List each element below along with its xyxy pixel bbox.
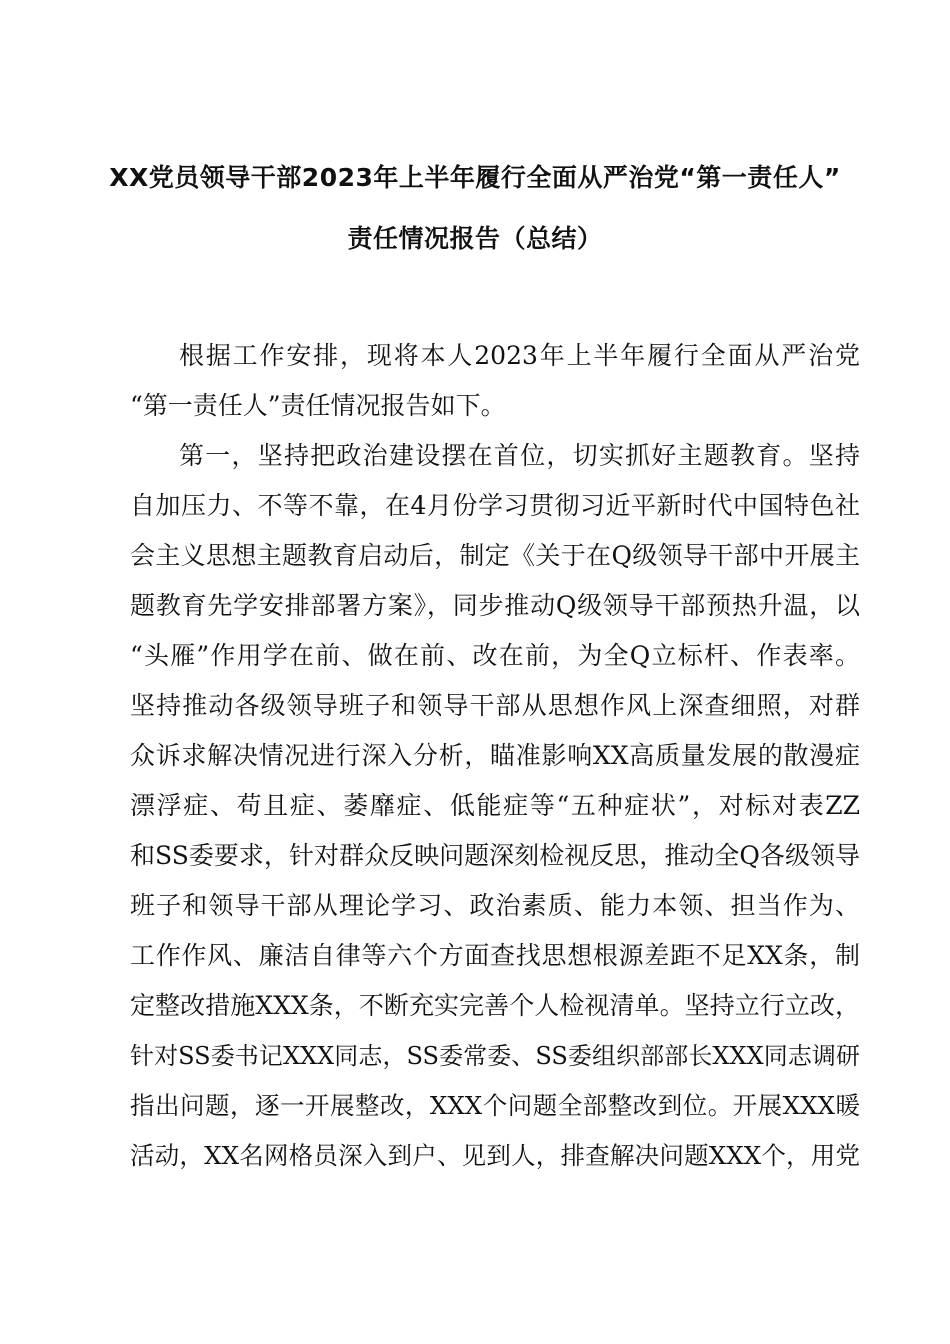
paragraph-2-line: 坚持推动各级领导班子和领导干部从思想作风上深查细照，对群 <box>130 691 860 720</box>
paragraph-2-line: 指出问题，逐一开展整改，XXX个问题全部整改到位。开展XXX暖 <box>130 1091 860 1120</box>
paragraph-2-line: 题教育先学安排部署方案》，同步推动Q级领导干部预热升温，以 <box>130 591 860 620</box>
paragraph-2-line: “头雁”作用学在前、做在前、改在前，为全Q立标杆、作表率。 <box>130 641 860 670</box>
paragraph-2-line: 定整改措施XXX条，不断充实完善个人检视清单。坚持立行立改， <box>130 991 860 1020</box>
paragraph-2-line: 工作作风、廉洁自律等六个方面查找思想根源差距不足XX条，制 <box>130 941 860 970</box>
paragraph-2-line: 针对SS委书记XXX同志，SS委常委、SS委组织部部长XXX同志调研 <box>130 1042 860 1070</box>
paragraph-1-line: 根据工作安排，现将本人2023年上半年履行全面从严治党 <box>179 341 860 370</box>
document-title-line-2: 责任情况报告（总结） <box>347 224 603 253</box>
paragraph-2-line: 活动，XX名网格员深入到户、见到人，排查解决问题XXX个，用党 <box>130 1141 860 1170</box>
document-title-line-1: XX党员领导干部2023年上半年履行全面从严治党“第一责任人” <box>109 163 841 192</box>
paragraph-1-line: “第一责任人”责任情况报告如下。 <box>130 391 506 420</box>
paragraph-2-line: 自加压力、不等不靠，在4月份学习贯彻习近平新时代中国特色社 <box>130 491 860 520</box>
paragraph-2-line: 和SS委要求，针对群众反映问题深刻检视反思，推动全Q各级领导 <box>130 841 860 870</box>
paragraph-2-line: 漂浮症、苟且症、萎靡症、低能症等“五种症状”，对标对表ZZ <box>130 791 860 820</box>
paragraph-2-line: 第一，坚持把政治建设摆在首位，切实抓好主题教育。坚持 <box>179 441 860 470</box>
paragraph-2-line: 会主义思想主题教育启动后，制定《关于在Q级领导干部中开展主 <box>130 541 860 570</box>
paragraph-2-line: 班子和领导干部从理论学习、政治素质、能力本领、担当作为、 <box>130 891 860 920</box>
paragraph-2-line: 众诉求解决情况进行深入分析，瞄准影响XX高质量发展的散漫症 <box>130 741 860 770</box>
